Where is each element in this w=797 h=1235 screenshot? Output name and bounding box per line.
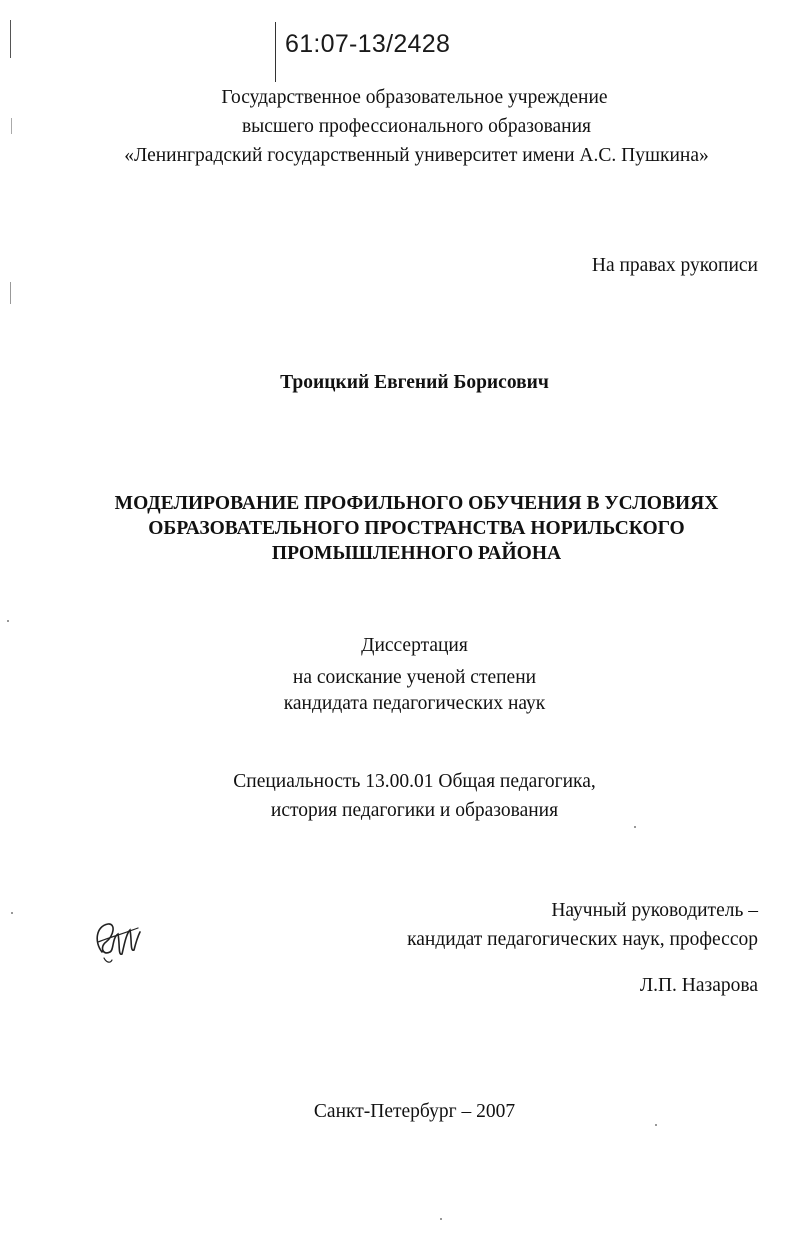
- catalog-stamp-rule: [275, 22, 276, 82]
- catalog-code: 61:07-13/2428: [285, 30, 451, 58]
- scan-margin-line: [10, 282, 11, 304]
- institution-line-1: Государственное образовательное учреждение: [221, 87, 608, 108]
- supervisor-block: [407, 896, 758, 1000]
- author-block: [0, 368, 797, 397]
- signature-mark: [88, 912, 144, 968]
- scan-speck: [11, 912, 13, 914]
- title-line-3: ПРОМЫШЛЕННОГО РАЙОНА: [271, 543, 562, 564]
- manuscript-rights: На правах рукописи: [591, 255, 758, 276]
- place-year: Санкт-Петербург – 2007: [313, 1101, 516, 1122]
- work-type-label: Диссертация: [361, 635, 468, 656]
- work-type-line-1: на соискание ученой степени: [292, 667, 537, 688]
- specialty-line-2: история педагогики и образования: [270, 800, 559, 821]
- work-type-block: [0, 631, 797, 718]
- supervisor-name: Л.П. Назарова: [639, 975, 758, 996]
- title-line-1: МОДЕЛИРОВАНИЕ ПРОФИЛЬНОГО ОБУЧЕНИЯ В УСЛОВИЯХ: [114, 493, 719, 514]
- scan-speck: [440, 1218, 442, 1220]
- institution-line-3: «Ленинградский государственный университет имени А.С. Пушкина»: [124, 145, 709, 166]
- scan-speck: [634, 826, 636, 828]
- title-line-2: ОБРАЗОВАТЕЛЬНОГО ПРОСТРАНСТВА НОРИЛЬСКОГО: [148, 518, 685, 539]
- institution-header: [0, 83, 797, 170]
- supervisor-role: Научный руководитель –: [551, 900, 758, 921]
- scan-speck: [7, 620, 9, 622]
- institution-line-2: высшего профессионального образования: [241, 116, 592, 137]
- dissertation-title: [0, 491, 797, 566]
- author-name: Троицкий Евгений Борисович: [280, 372, 549, 393]
- scan-margin-line: [10, 20, 11, 58]
- supervisor-degree: кандидат педагогических наук, профессор: [407, 929, 758, 950]
- specialty-block: [0, 767, 797, 825]
- work-type-line-2: кандидата педагогических наук: [283, 693, 546, 714]
- place-year-block: [0, 1097, 797, 1126]
- specialty-line-1: Специальность 13.00.01 Общая педагогика,: [233, 771, 596, 792]
